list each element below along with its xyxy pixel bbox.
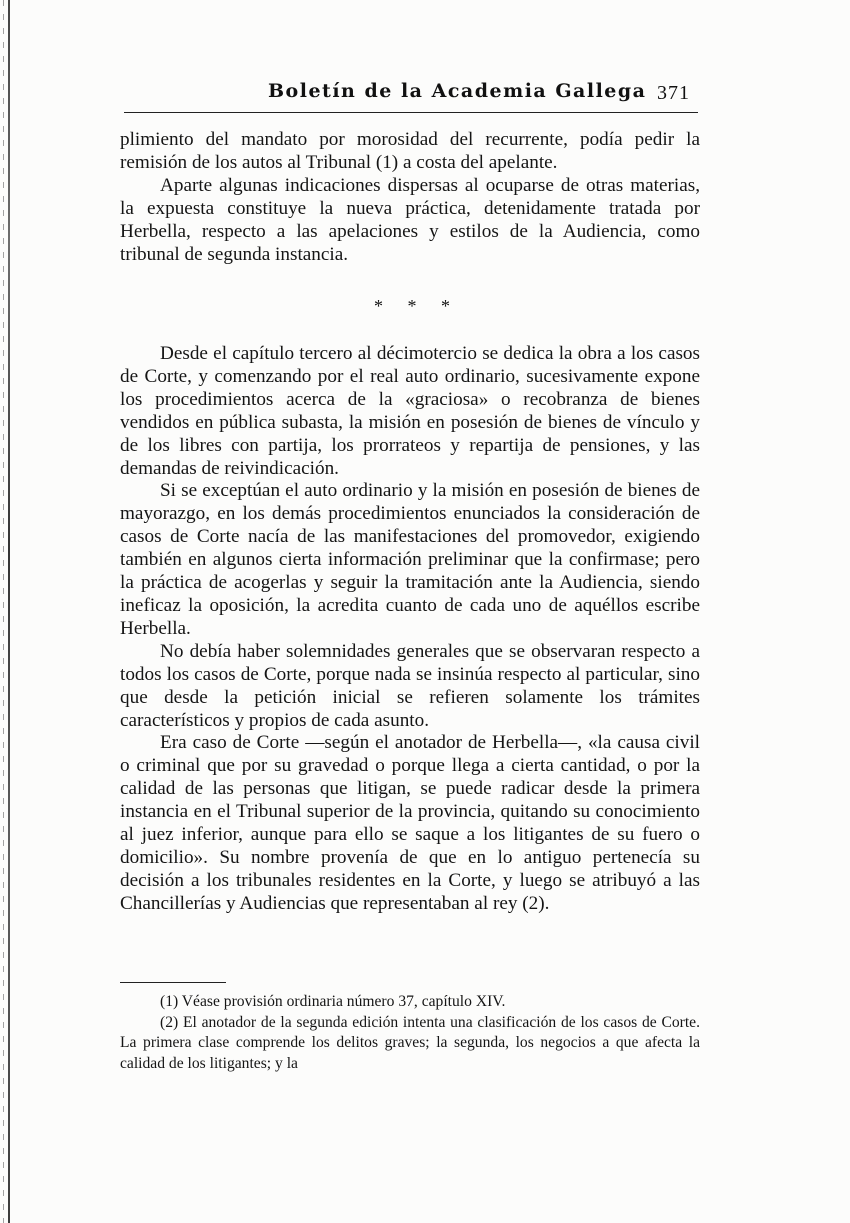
- text-block-continuation: [120, 129, 700, 266]
- paragraph-continued: plimiento del mandato por morosidad del recurrente, podía pedir la remisión de los autos al Tribunal (1) a costa del apelante.: [120, 129, 700, 173]
- footnote-1: (1) Véase provisión ordinaria número 37, capítulo XIV.: [160, 993, 506, 1010]
- binding-edge-dots: [3, 0, 4, 1223]
- paragraph: Aparte algunas indicaciones dispersas al ocuparse de otras materias, la expuesta constituye la nueva práctica, detenidamente tratada por Herbella, respecto a las apelaciones y estilos de la Audiencia, como tribunal de segunda instancia.: [120, 174, 700, 265]
- footnotes: [120, 992, 700, 1074]
- paragraph: Era caso de Corte —según el anotador de Herbella—, «la causa civil o criminal que por su gravedad o porque llega a cierta cantidad, o por la calidad de las personas que litigan, se puede radicar desde la primera instancia en el Tribunal superior de la provincia, quitando su conocimiento al juez inferior, aunque para ello se saque a los litigantes de su fuero o domicilio». Su nombre provenía de que en lo antiguo pertenecía su decisión a los tribunales residentes en la Corte, y luego se atribuyó a las Chancillerías y Audiencias que representaban al rey (2).: [120, 732, 700, 914]
- paragraph: Si se exceptúan el auto ordinario y la misión en posesión de bienes de mayorazgo, en los demás procedimientos enunciados la consideración de casos de Corte nacía de las manifestaciones del promovedor, exigiendo también en algunos cierta información preliminar que la confirmase; pero la práctica de acogerlas y seguir la tramitación ante la Audiencia, siendo ineficaz la oposición, la acredita cuanto de cada uno de aquéllos escribe Herbella.: [120, 480, 700, 639]
- footnote-rule: [120, 982, 226, 983]
- footnote-2: (2) El anotador de la segunda edición intenta una clasificación de los casos de Corte. La primera clase comprende los delitos graves; la segunda, los negocios a que afecta la calidad de los litigantes; y la: [120, 1013, 700, 1072]
- section-separator: * * *: [374, 296, 460, 316]
- paragraph: Desde el capítulo tercero al décimotercio se dedica la obra a los casos de Corte, y comenzando por el real auto ordinario, sucesivamente expone los procedimientos acerca de la «graciosa» o recobranza de bienes vendidos en pública subasta, la misión en posesión de bienes de vínculo y de los libres con partija, los prorrateos y repartija de pensiones, y las demandas de reivindicación.: [120, 343, 700, 479]
- paragraph: No debía haber solemnidades generales que se observaran respecto a todos los casos de Corte, porque nada se insinúa respecto al particular, sino que desde la petición inicial se refieren solamente los trámites característicos y propios de cada asunto.: [120, 640, 700, 731]
- journal-title: Boletín de la Academia Gallega: [268, 80, 647, 102]
- page-number: 371: [657, 82, 690, 104]
- binding-edge: [0, 0, 22, 1223]
- text-block-casos-de-corte: [120, 343, 700, 916]
- binding-edge-line: [8, 0, 10, 1223]
- running-header: [124, 78, 698, 113]
